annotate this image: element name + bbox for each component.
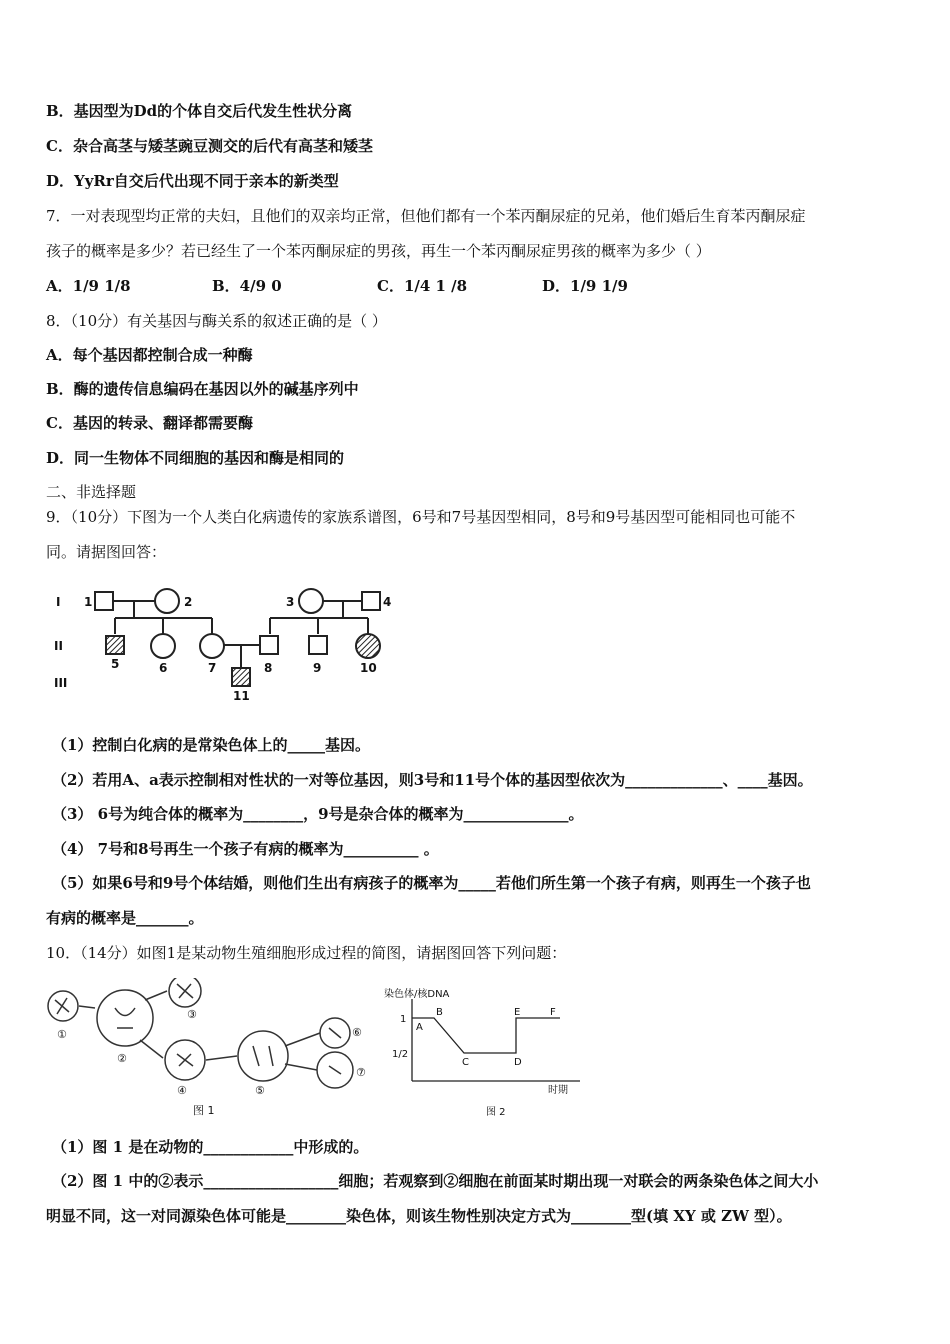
point-c: C	[462, 1057, 469, 1068]
q7-stem-line2: 孩子的概率是多少？若已经生了一个苯丙酮尿症的男孩，再生一个苯丙酮尿症男孩的概率为多少（ ）	[46, 242, 711, 260]
individual-11	[232, 668, 250, 686]
q8-option-b: B．酶的遗传信息编码在基因以外的碱基序列中	[46, 380, 359, 398]
q8-option-a: A．每个基因都控制合成一种酶	[46, 346, 253, 364]
q6-option-d: D．YyRr自交后代出现不同于亲本的新类型	[46, 172, 339, 190]
chart-xlabel: 时期	[548, 1085, 568, 1096]
label-9: 9	[313, 661, 322, 675]
q10-sub1: （1）图 1 是在动物的____________中形成的。	[52, 1138, 369, 1156]
q6-option-b: B．基因型为Dd的个体自交后代发生性状分离	[46, 102, 353, 120]
individual-1	[95, 592, 113, 610]
point-f: F	[550, 1007, 556, 1018]
individual-10	[356, 634, 380, 658]
label-8: 8	[264, 661, 273, 675]
label-4: 4	[383, 595, 392, 609]
q6-option-c: C．杂合高茎与矮茎豌豆测交的后代有高茎和矮茎	[46, 137, 373, 155]
q7-option-d: D．1/9 1/9	[542, 277, 628, 295]
label-6: 6	[159, 661, 168, 675]
q9-stem-line2: 同。请据图回答：	[46, 543, 167, 561]
point-a: A	[416, 1022, 423, 1033]
individual-5	[106, 636, 124, 654]
q9-sub4: （4） 7号和8号再生一个孩子有病的概率为__________ 。	[52, 840, 439, 858]
cell-3	[169, 978, 201, 1007]
section-heading: 二、非选择题	[46, 483, 137, 501]
ytick-1: 1	[400, 1014, 407, 1025]
gen-label-2: II	[54, 639, 63, 653]
cell-label-7: ⑦	[356, 1066, 366, 1079]
q9-sub5-line2: 有病的概率是_______。	[46, 909, 204, 927]
q9-sub5-line1: （5）如果6号和9号个体结婚，则他们生出有病孩子的概率为_____若他们所生第一个孩子有病，则再生一个孩子也	[52, 874, 811, 892]
figure-1-caption: 图 1	[193, 1104, 215, 1117]
figure-2-caption: 图 2	[486, 1107, 506, 1118]
q9-sub3: （3） 6号为纯合体的概率为________，9号是杂合体的概率为______________。	[52, 805, 584, 823]
cell-label-5: ⑤	[255, 1084, 265, 1097]
point-b: B	[436, 1007, 443, 1018]
point-d: D	[514, 1057, 522, 1068]
q7-option-b: B．4/9 0	[212, 277, 282, 295]
point-e: E	[514, 1007, 521, 1018]
gen-label-3: III	[54, 676, 68, 690]
individual-4	[362, 592, 380, 610]
label-10: 10	[360, 661, 377, 675]
cell-5	[238, 1031, 288, 1081]
cell-2	[97, 990, 153, 1046]
label-3: 3	[286, 595, 295, 609]
pedigree-chart	[50, 582, 410, 702]
cell-label-4: ④	[177, 1084, 187, 1097]
label-7: 7	[208, 661, 217, 675]
cell-label-3: ③	[187, 1008, 197, 1021]
gen-label-1: I	[56, 595, 61, 609]
figure-2-chart	[380, 985, 590, 1120]
cell-label-6: ⑥	[352, 1026, 362, 1039]
q10-sub2-line2: 明显不同，这一对同源染色体可能是________染色体，则该生物性别决定方式为________型(填 XY 或 ZW 型）。	[46, 1207, 792, 1225]
q9-sub2: （2）若用A、a表示控制相对性状的一对等位基因，则3号和11号个体的基因型依次为_____________、____基因。	[52, 771, 813, 789]
label-1: 1	[84, 595, 93, 609]
chart-line	[412, 1018, 560, 1053]
q9-stem-line1: 9．（10分）下图为一个人类白化病遗传的家族系谱图，6号和7号基因型相同，8号和9号基因型可能相同也可能不	[46, 508, 796, 526]
q8-stem: 8．（10分）有关基因与酶关系的叙述正确的是（ ）	[46, 312, 387, 330]
label-5: 5	[111, 657, 120, 671]
chart-ylabel: 染色体/核DNA	[384, 989, 450, 1000]
individual-7	[200, 634, 224, 658]
individual-8	[260, 636, 278, 654]
cell-label-2: ②	[117, 1052, 127, 1065]
q8-option-d: D．同一生物体不同细胞的基因和酶是相同的	[46, 449, 345, 467]
q8-option-c: C．基因的转录、翻译都需要酶	[46, 414, 253, 432]
label-11: 11	[233, 689, 250, 702]
individual-9	[309, 636, 327, 654]
individual-3	[299, 589, 323, 613]
label-2: 2	[184, 595, 193, 609]
q10-sub2-line1: （2）图 1 中的②表示__________________细胞；若观察到②细胞在前面某时期出现一对联会的两条染色体之间大小	[52, 1172, 819, 1190]
individual-2	[155, 589, 179, 613]
figure-1-cell-division	[45, 978, 380, 1118]
q9-sub1: （1）控制白化病的是常染色体上的_____基因。	[52, 736, 370, 754]
q7-option-a: A．1/9 1/8	[46, 277, 131, 295]
q10-stem: 10．（14分）如图1是某动物生殖细胞形成过程的简图，请据图回答下列问题：	[46, 944, 567, 962]
cell-label-1: ①	[57, 1028, 67, 1041]
q7-option-c: C．1/4 1 /8	[377, 277, 468, 295]
ytick-half: 1/2	[392, 1049, 409, 1060]
individual-6	[151, 634, 175, 658]
q7-stem-line1: 7．一对表现型均正常的夫妇，且他们的双亲均正常，但他们都有一个苯丙酮尿症的兄弟，他们婚后生育苯丙酮尿症	[46, 207, 806, 225]
